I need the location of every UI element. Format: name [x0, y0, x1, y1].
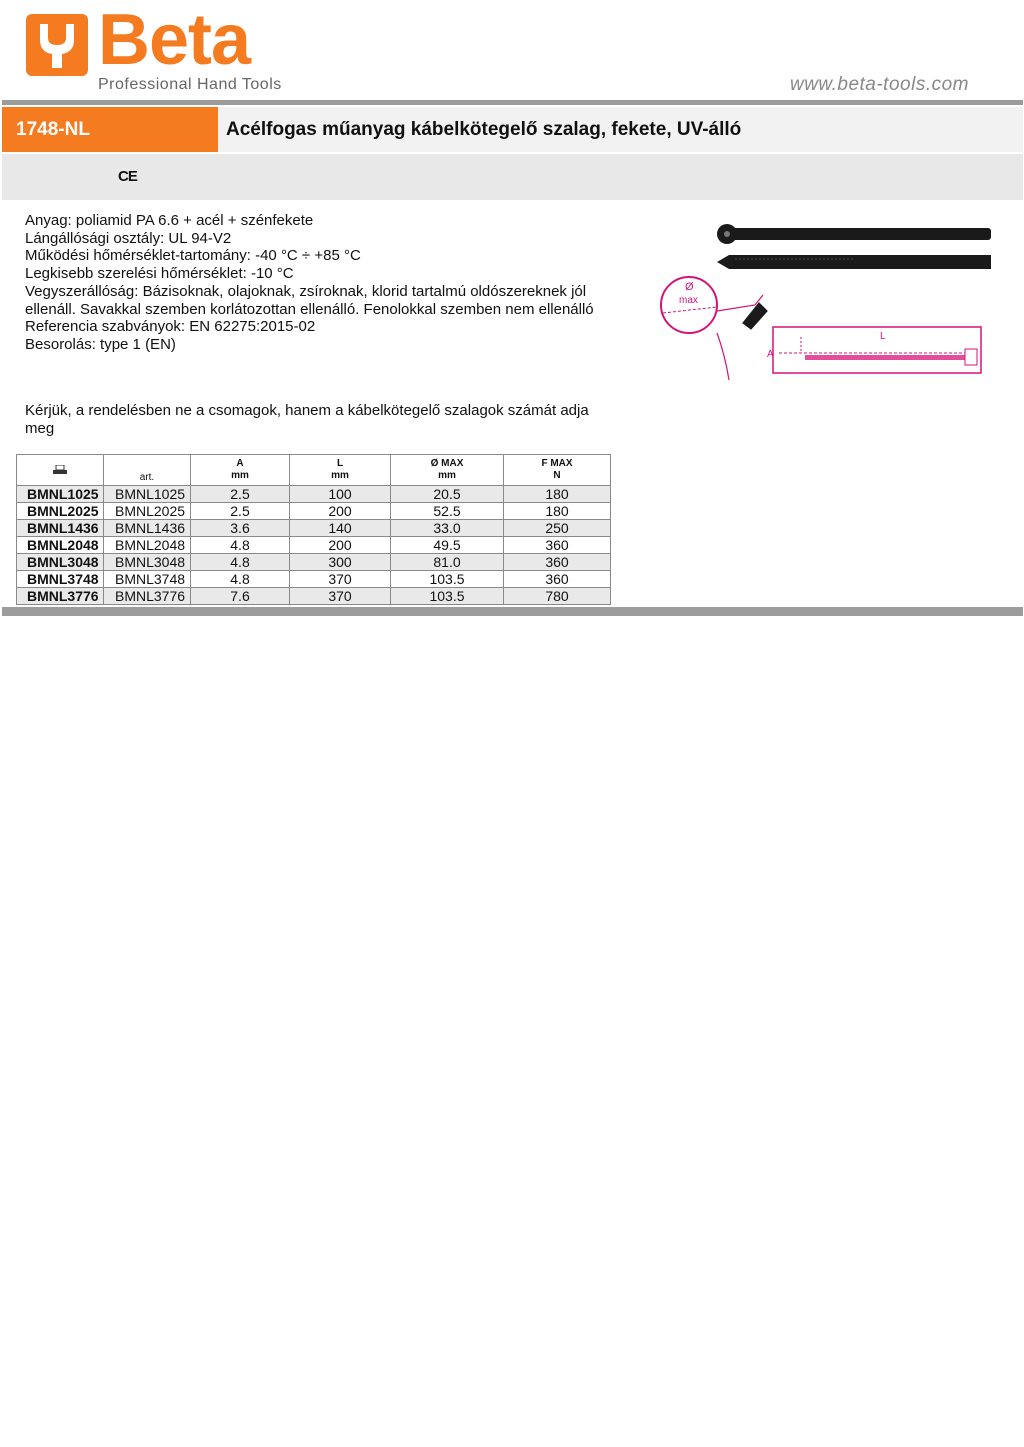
row-diameter-max: 81.0 [391, 554, 504, 571]
page-header [0, 0, 1024, 100]
diameter-max-column-header: Ø MAX mm [391, 455, 504, 486]
row-a: 4.8 [191, 537, 290, 554]
row-art: BMNL3748 [104, 571, 191, 588]
row-diameter-max: 20.5 [391, 486, 504, 503]
spec-list [25, 212, 605, 354]
row-code: BMNL2048 [17, 537, 104, 554]
cable-tie-side-view [717, 255, 991, 269]
row-force-max: 250 [504, 520, 611, 537]
product-table [16, 454, 611, 605]
dimension-drawing [767, 327, 981, 373]
row-l: 140 [290, 520, 391, 537]
max-label: max [679, 295, 698, 306]
spec-flammability: Lángállósági osztály: UL 94-V2 [25, 229, 232, 247]
row-force-max: 360 [504, 537, 611, 554]
row-code: BMNL3048 [17, 554, 104, 571]
row-a: 3.6 [191, 520, 290, 537]
row-l: 370 [290, 588, 391, 605]
row-a: 2.5 [191, 503, 290, 520]
spec-operating-temp: Működési hőmérséklet-tartomány: -40 °C ÷ +85 °C [25, 247, 361, 265]
table-row [17, 571, 611, 588]
brand-tagline: Professional Hand Tools [98, 76, 282, 93]
table-row [17, 554, 611, 571]
spec-classification: Besorolás: type 1 (EN) [25, 335, 176, 353]
length-label: L [880, 331, 886, 342]
package-column-header [17, 455, 104, 486]
row-a: 4.8 [191, 554, 290, 571]
product-title-bar [2, 107, 1023, 152]
row-force-max: 780 [504, 588, 611, 605]
width-label: A [767, 349, 774, 360]
row-force-max: 360 [504, 554, 611, 571]
package-icon [53, 465, 67, 474]
row-a: 7.6 [191, 588, 290, 605]
row-art: BMNL1025 [104, 486, 191, 503]
table-row [17, 520, 611, 537]
table-header-row [17, 455, 611, 486]
ce-mark: CE [118, 168, 137, 185]
order-note: Kérjük, a rendelésben ne a csomagok, hanem a kábelkötegelő szalagok számát adja meg [25, 402, 589, 437]
row-force-max: 180 [504, 503, 611, 520]
row-a: 4.8 [191, 571, 290, 588]
spec-material: Anyag: poliamid PA 6.6 + acél + szénfekete [25, 212, 314, 229]
diameter-symbol: Ø [685, 281, 694, 293]
product-title: Acélfogas műanyag kábelkötegelő szalag, fekete, UV-álló [226, 119, 742, 140]
row-diameter-max: 49.5 [391, 537, 504, 554]
table-row [17, 537, 611, 554]
art-column-header: art. [104, 455, 191, 486]
row-a: 2.5 [191, 486, 290, 503]
spec-standards: Referencia szabványok: EN 62275:2015-02 [25, 318, 316, 336]
row-code: BMNL2025 [17, 503, 104, 520]
row-force-max: 360 [504, 571, 611, 588]
row-l: 300 [290, 554, 391, 571]
force-max-column-header: F MAX N [504, 455, 611, 486]
row-code: BMNL3776 [17, 588, 104, 605]
row-l: 370 [290, 571, 391, 588]
row-l: 200 [290, 537, 391, 554]
table-row [17, 486, 611, 503]
row-l: 100 [290, 486, 391, 503]
table-row [17, 588, 611, 605]
row-art: BMNL2025 [104, 503, 191, 520]
product-code: 1748-NL [2, 107, 218, 152]
row-diameter-max: 103.5 [391, 571, 504, 588]
a-column-header: A mm [191, 455, 290, 486]
row-art: BMNL1436 [104, 520, 191, 537]
row-art: BMNL3776 [104, 588, 191, 605]
header-divider [2, 100, 1023, 105]
row-code: BMNL1025 [17, 486, 104, 503]
website-link[interactable]: www.beta-tools.com [789, 74, 969, 95]
row-diameter-max: 103.5 [391, 588, 504, 605]
spec-install-temp: Legkisebb szerelési hőmérséklet: -10 °C [25, 265, 294, 283]
table-row [17, 503, 611, 520]
beta-logo-icon [26, 14, 88, 76]
row-code: BMNL1436 [17, 520, 104, 537]
cable-tie-head-view [717, 224, 991, 244]
certification-bar [2, 154, 1023, 200]
footer-divider [2, 607, 1023, 616]
row-art: BMNL2048 [104, 537, 191, 554]
row-art: BMNL3048 [104, 554, 191, 571]
row-diameter-max: 52.5 [391, 503, 504, 520]
tension-tool-sketch [717, 295, 767, 380]
spec-chemical-resistance: Vegyszerállóság: Bázisoknak, olajoknak, zsíroknak, klorid tartalmú oldószereknek jól ellenáll. Savakkal szemben korlátozottan ellenálló. Fenolokkal szemben nem ellenálló [25, 282, 594, 318]
brand-name: Beta [98, 0, 251, 80]
row-force-max: 180 [504, 486, 611, 503]
row-diameter-max: 33.0 [391, 520, 504, 537]
cable-tie-illustration [655, 215, 995, 385]
l-column-header: L mm [290, 455, 391, 486]
row-l: 200 [290, 503, 391, 520]
row-code: BMNL3748 [17, 571, 104, 588]
diameter-indicator [661, 277, 717, 333]
